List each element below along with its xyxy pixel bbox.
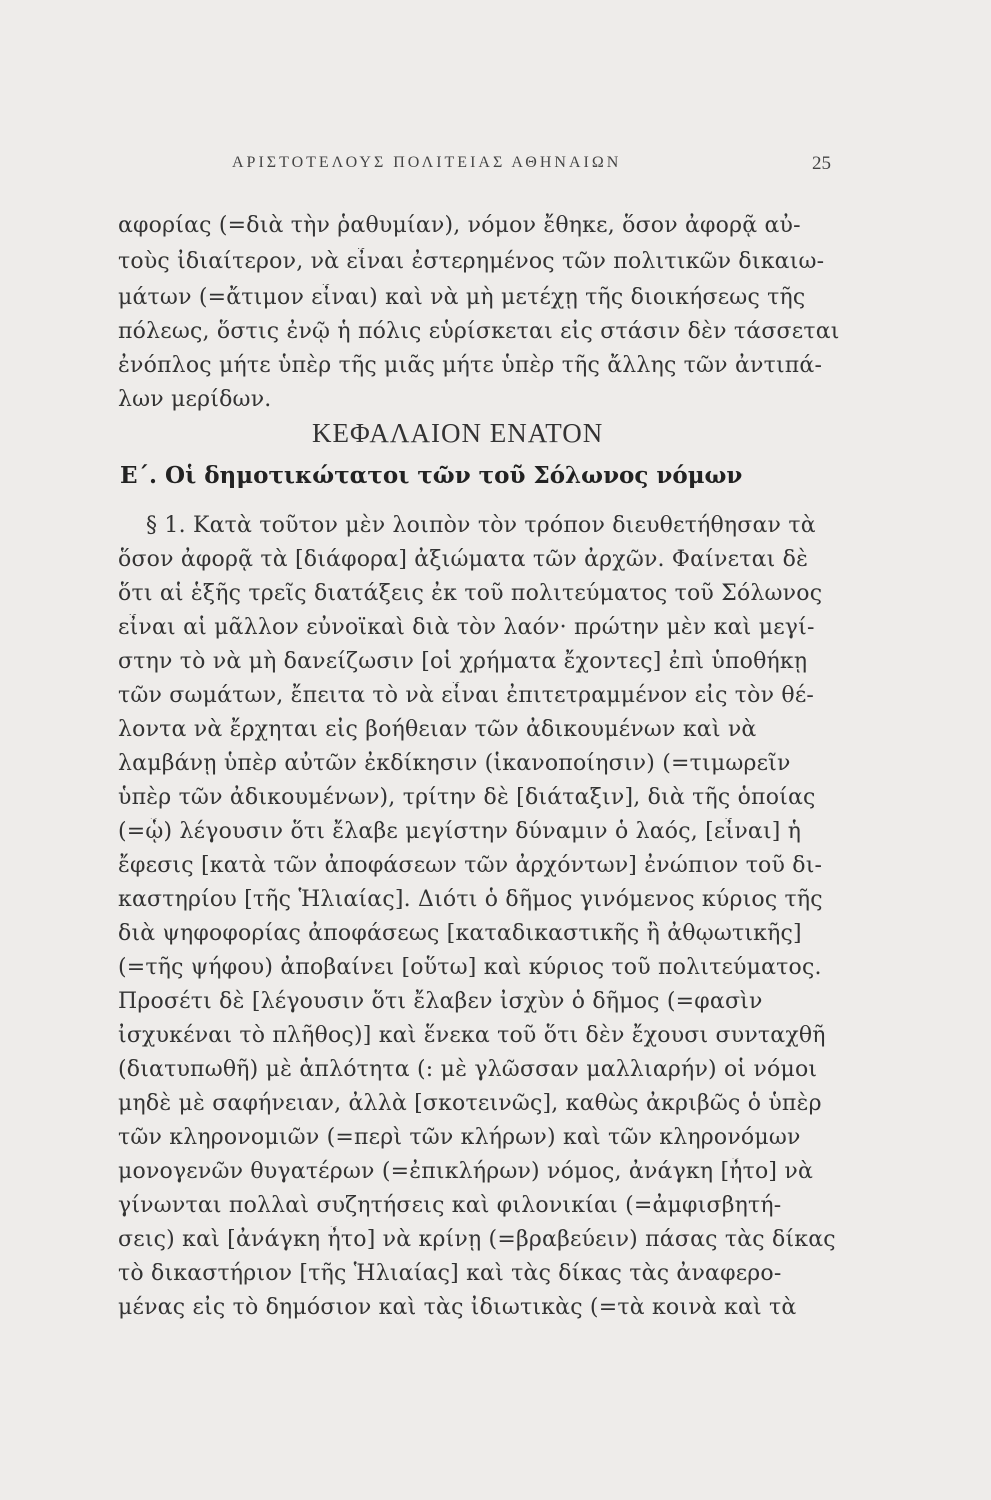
text-line: τοὺς ἰδιαίτερον, νὰ εἶναι ἐστερημένος τῶν πολιτικῶν δικαιω- (118, 249, 825, 274)
text-line: διὰ ψηφοφορίας ἀποφάσεως [καταδικαστικῆς ἢ ἀθῳωτικῆς] (118, 921, 802, 946)
text-line: μάτων (=ἄτιμον εἶναι) καὶ νὰ μὴ μετέχῃ τῆς διοικήσεως τῆς (118, 285, 806, 310)
text-line: (=τῆς ψήφου) ἀποβαίνει [οὕτω] καὶ κύριος τοῦ πολιτεύματος. (118, 955, 822, 980)
text-line: εἶναι αἱ μᾶλλον εὐνοϊκαὶ διὰ τὸν λαόν· πρώτην μὲν καὶ μεγί- (118, 615, 815, 640)
text-line: (=ᾧ) λέγουσιν ὅτι ἔλαβε μεγίστην δύναμιν ὁ λαός, [εἶναι] ἡ (118, 819, 802, 844)
text-line: ἰσχυκέναι τὸ πλῆθος)] καὶ ἕνεκα τοῦ ὅτι δὲν ἔχουσι συνταχθῆ (118, 1023, 826, 1048)
text-line: μηδὲ μὲ σαφήνειαν, ἀλλὰ [σκοτεινῶς], καθὼς ἀκριβῶς ὁ ὑπὲρ (118, 1091, 822, 1116)
text-line: πόλεως, ὅστις ἐνῷ ἡ πόλις εὑρίσκεται εἰς στάσιν δὲν τάσσεται (118, 319, 840, 344)
text-line: ὅσον ἀφορᾷ τὰ [διάφορα] ἀξιώματα τῶν ἀρχῶν. Φαίνεται δὲ (118, 547, 809, 572)
text-line: μένας εἰς τὸ δημόσιον καὶ τὰς ἰδιωτικὰς (=τὰ κοινὰ καὶ τὰ (118, 1295, 797, 1320)
text-line: (διατυπωθῆ) μὲ ἁπλότητα (: μὲ γλῶσσαν μαλλιαρήν) οἱ νόμοι (118, 1057, 818, 1082)
chapter-heading: ΚΕΦΑΛΑΙΟΝ ΕΝΑΤΟΝ (312, 418, 604, 448)
text-line: ὅτι αἱ ἑξῆς τρεῖς διατάξεις ἐκ τοῦ πολιτεύματος τοῦ Σόλωνος (118, 581, 823, 606)
text-line: αφορίας (=διὰ τὴν ῥαθυμίαν), νόμον ἔθηκε, ὅσον ἀφορᾷ αὐ- (118, 213, 801, 238)
text-line: λοντα νὰ ἔρχηται εἰς βοήθειαν τῶν ἀδικουμένων καὶ νὰ (118, 717, 757, 742)
text-line: ἔφεσις [κατὰ τῶν ἀποφάσεων τῶν ἀρχόντων] ἐνώπιον τοῦ δι- (118, 853, 823, 878)
text-line: λαμβάνῃ ὑπὲρ αὐτῶν ἐκδίκησιν (ἱκανοποίησιν) (=τιμωρεῖν (118, 751, 791, 776)
text-line: τῶν σωμάτων, ἔπειτα τὸ νὰ εἶναι ἐπιτετραμμένον εἰς τὸν θέ- (118, 683, 815, 708)
text-line: γίνωνται πολλαὶ συζητήσεις καὶ φιλονικίαι (=ἀμφισβητή- (118, 1193, 782, 1218)
text-line: στην τὸ νὰ μὴ δανείζωσιν [οἱ χρήματα ἔχοντες] ἐπὶ ὑποθήκῃ (118, 649, 808, 674)
text-line: μονογενῶν θυγατέρων (=ἐπικλήρων) νόμος, ἀνάγκη [ἦτο] νὰ (118, 1159, 814, 1184)
section-heading: Ε΄. Οἱ δημοτικώτατοι τῶν τοῦ Σόλωνος νόμων (120, 462, 743, 489)
text-line: ἐνόπλος μήτε ὑπὲρ τῆς μιᾶς μήτε ὑπὲρ τῆς ἄλλης τῶν ἀντιπά- (118, 353, 823, 378)
text-line: τὸ δικαστήριον [τῆς Ἡλιαίας] καὶ τὰς δίκας τὰς ἀναφερο- (118, 1261, 782, 1286)
text-line: λων μερίδων. (118, 387, 272, 412)
running-title: ΑΡΙΣΤΟΤΕΛΟΥΣ ΠΟΛΙΤΕΙΑΣ ΑΘΗΝΑΙΩΝ (232, 154, 622, 171)
text-line: σεις) καὶ [ἀνάγκη ἦτο] νὰ κρίνῃ (=βραβεύειν) πάσας τὰς δίκας (118, 1227, 836, 1252)
text-line: καστηρίου [τῆς Ἡλιαίας]. Διότι ὁ δῆμος γινόμενος κύριος τῆς (118, 887, 823, 912)
paragraph-first-line: § 1. Κατὰ τοῦτον μὲν λοιπὸν τὸν τρόπον διευθετήθησαν τὰ (146, 513, 816, 538)
text-line: Προσέτι δὲ [λέγουσιν ὅτι ἔλαβεν ἰσχὺν ὁ δῆμος (=φασὶν (118, 989, 763, 1014)
text-line: ὑπὲρ τῶν ἀδικουμένων), τρίτην δὲ [διάταξιν], διὰ τῆς ὁποίας (118, 785, 816, 810)
text-line: τῶν κληρονομιῶν (=περὶ τῶν κλήρων) καὶ τῶν κληρονόμων (118, 1125, 801, 1150)
page-number: 25 (812, 153, 831, 174)
